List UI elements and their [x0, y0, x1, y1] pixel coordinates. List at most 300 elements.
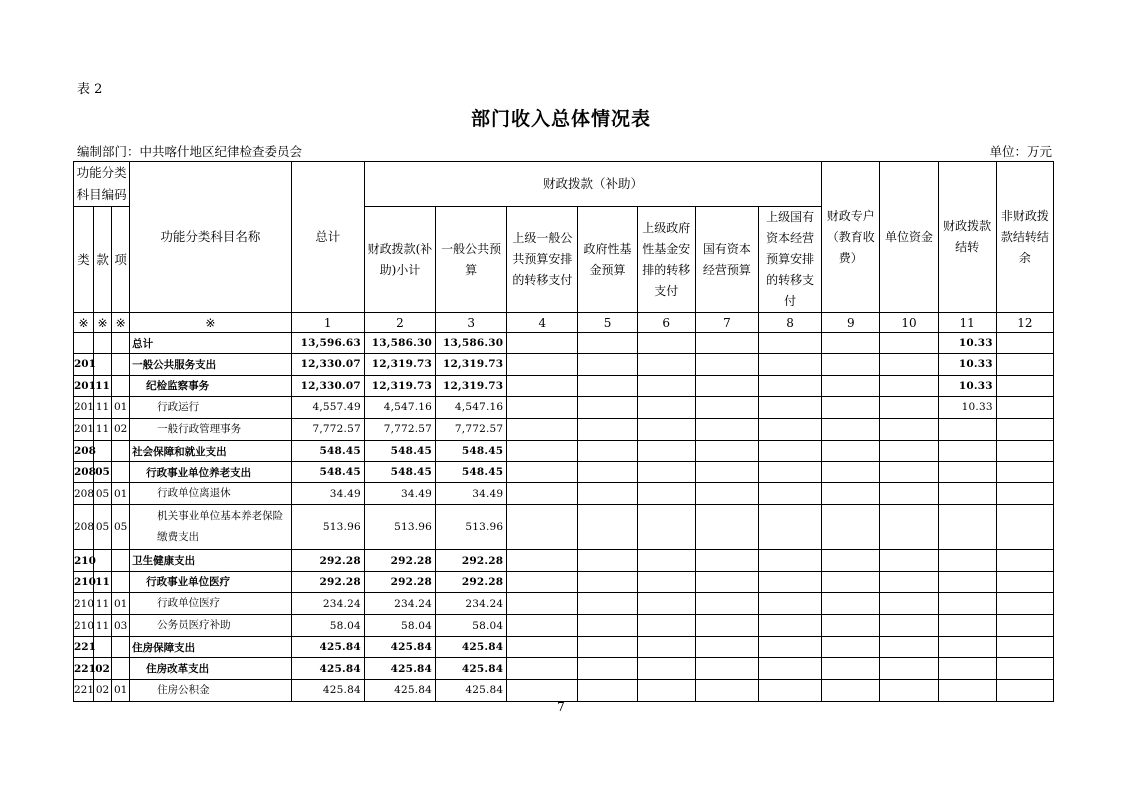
code-kuan-cell: 11 — [94, 418, 112, 440]
code-lei-cell: 208 — [74, 440, 94, 461]
c10-cell — [880, 505, 938, 550]
subject-name-cell: 卫生健康支出 — [130, 550, 291, 571]
c5-cell — [578, 333, 637, 354]
subject-name-cell: 行政事业单位养老支出 — [130, 462, 291, 483]
c10-cell — [880, 440, 938, 461]
c4-cell — [507, 571, 578, 592]
code-kuan-cell: 11 — [94, 396, 112, 418]
fiscal-subtotal-cell: 425.84 — [364, 679, 435, 701]
code-xiang-cell: 05 — [112, 505, 130, 550]
c12-cell — [996, 637, 1053, 658]
column-number-cell: 3 — [436, 313, 507, 333]
c8-cell — [759, 637, 822, 658]
c7-cell — [695, 550, 758, 571]
general-budget-cell: 234.24 — [436, 593, 507, 615]
table-row — [74, 462, 1054, 483]
carryover-cell — [938, 550, 996, 571]
code-xiang-cell: 03 — [112, 615, 130, 637]
header-c12: 非财政拨款结转结余 — [996, 162, 1053, 313]
fiscal-subtotal-cell: 548.45 — [364, 440, 435, 461]
carryover-cell: 10.33 — [938, 396, 996, 418]
subject-name-cell: 住房保障支出 — [130, 637, 291, 658]
code-kuan-cell: 11 — [94, 593, 112, 615]
general-budget-cell: 4,547.16 — [436, 396, 507, 418]
general-budget-cell: 292.28 — [436, 571, 507, 592]
column-number-cell: ※ — [74, 313, 94, 333]
c6-cell — [637, 637, 695, 658]
c4-cell — [507, 333, 578, 354]
total-cell: 13,596.63 — [291, 333, 364, 354]
c12-cell — [996, 593, 1053, 615]
c8-cell — [759, 440, 822, 461]
c6-cell — [637, 418, 695, 440]
c8-cell — [759, 354, 822, 375]
c5-cell — [578, 571, 637, 592]
column-number-cell: 6 — [637, 313, 695, 333]
general-budget-cell: 425.84 — [436, 679, 507, 701]
table-label: 表 2 — [77, 82, 103, 97]
table-row — [74, 615, 1054, 637]
c4-cell — [507, 354, 578, 375]
c9-cell — [822, 637, 880, 658]
total-cell: 234.24 — [291, 593, 364, 615]
subject-name-cell: 总计 — [130, 333, 291, 354]
c12-cell — [996, 483, 1053, 505]
code-lei-cell: 201 — [74, 375, 94, 396]
header-lei: 类 — [74, 207, 94, 313]
c7-cell — [695, 375, 758, 396]
c6-cell — [637, 593, 695, 615]
c5-cell — [578, 375, 637, 396]
subject-name-cell: 住房改革支出 — [130, 658, 291, 679]
c8-cell — [759, 615, 822, 637]
c10-cell — [880, 354, 938, 375]
c9-cell — [822, 615, 880, 637]
c9-cell — [822, 658, 880, 679]
code-lei-cell: 201 — [74, 354, 94, 375]
header-c6: 上级政府性基金安排的转移支付 — [637, 207, 695, 313]
total-cell: 34.49 — [291, 483, 364, 505]
header-c8: 上级国有资本经营预算安排的转移支付 — [759, 207, 822, 313]
carryover-cell: 10.33 — [938, 333, 996, 354]
code-lei-cell: 221 — [74, 679, 94, 701]
c9-cell — [822, 396, 880, 418]
c9-cell — [822, 418, 880, 440]
c10-cell — [880, 550, 938, 571]
c4-cell — [507, 440, 578, 461]
c8-cell — [759, 418, 822, 440]
carryover-cell — [938, 440, 996, 461]
table-row — [74, 333, 1054, 354]
subject-name-cell: 公务员医疗补助 — [130, 615, 291, 637]
c12-cell — [996, 571, 1053, 592]
c10-cell — [880, 593, 938, 615]
total-cell: 548.45 — [291, 462, 364, 483]
c10-cell — [880, 679, 938, 701]
c10-cell — [880, 637, 938, 658]
c9-cell — [822, 505, 880, 550]
carryover-cell — [938, 571, 996, 592]
carryover-cell — [938, 658, 996, 679]
header-xiang: 项 — [112, 207, 130, 313]
c9-cell — [822, 483, 880, 505]
department-label: 编制部门：中共喀什地区纪律检查委员会 — [77, 144, 303, 159]
subject-name-cell: 机关事业单位基本养老保险缴费支出 — [130, 505, 291, 550]
c7-cell — [695, 440, 758, 461]
c6-cell — [637, 396, 695, 418]
column-number-cell: 9 — [822, 313, 880, 333]
c7-cell — [695, 593, 758, 615]
code-lei-cell: 201 — [74, 418, 94, 440]
fiscal-subtotal-cell: 513.96 — [364, 505, 435, 550]
column-number-cell: 8 — [759, 313, 822, 333]
total-cell: 513.96 — [291, 505, 364, 550]
table-row — [74, 593, 1054, 615]
c12-cell — [996, 440, 1053, 461]
c9-cell — [822, 593, 880, 615]
code-kuan-cell — [94, 637, 112, 658]
c12-cell — [996, 615, 1053, 637]
c5-cell — [578, 354, 637, 375]
code-xiang-cell — [112, 354, 130, 375]
table-row — [74, 637, 1054, 658]
c4-cell — [507, 679, 578, 701]
c6-cell — [637, 550, 695, 571]
code-xiang-cell: 01 — [112, 396, 130, 418]
general-budget-cell: 425.84 — [436, 658, 507, 679]
carryover-cell — [938, 593, 996, 615]
c12-cell — [996, 333, 1053, 354]
c8-cell — [759, 550, 822, 571]
c5-cell — [578, 658, 637, 679]
c7-cell — [695, 571, 758, 592]
c10-cell — [880, 333, 938, 354]
column-number-cell: 4 — [507, 313, 578, 333]
fiscal-subtotal-cell: 58.04 — [364, 615, 435, 637]
c9-cell — [822, 679, 880, 701]
code-kuan-cell: 11 — [94, 571, 112, 592]
c5-cell — [578, 550, 637, 571]
total-cell: 425.84 — [291, 637, 364, 658]
c5-cell — [578, 396, 637, 418]
fiscal-subtotal-cell: 34.49 — [364, 483, 435, 505]
code-lei-cell — [74, 333, 94, 354]
code-kuan-cell: 02 — [94, 679, 112, 701]
table-row — [74, 354, 1054, 375]
fiscal-subtotal-cell: 548.45 — [364, 462, 435, 483]
code-kuan-cell: 05 — [94, 483, 112, 505]
table-row — [74, 658, 1054, 679]
c6-cell — [637, 462, 695, 483]
column-number-cell: 1 — [291, 313, 364, 333]
c6-cell — [637, 354, 695, 375]
c8-cell — [759, 333, 822, 354]
c4-cell — [507, 550, 578, 571]
c8-cell — [759, 679, 822, 701]
total-cell: 425.84 — [291, 658, 364, 679]
column-number-cell: 7 — [695, 313, 758, 333]
c4-cell — [507, 593, 578, 615]
c4-cell — [507, 396, 578, 418]
subject-name-cell: 一般公共服务支出 — [130, 354, 291, 375]
carryover-cell: 10.33 — [938, 354, 996, 375]
header-total: 总计 — [291, 162, 364, 313]
c12-cell — [996, 396, 1053, 418]
column-number-cell: 10 — [880, 313, 938, 333]
c12-cell — [996, 505, 1053, 550]
income-summary-table — [73, 161, 1054, 702]
fiscal-subtotal-cell: 292.28 — [364, 550, 435, 571]
code-kuan-cell: 05 — [94, 505, 112, 550]
c6-cell — [637, 375, 695, 396]
c7-cell — [695, 483, 758, 505]
code-lei-cell: 210 — [74, 615, 94, 637]
table-row — [74, 418, 1054, 440]
code-xiang-cell — [112, 462, 130, 483]
code-kuan-cell: 11 — [94, 375, 112, 396]
carryover-cell — [938, 418, 996, 440]
c4-cell — [507, 375, 578, 396]
table-row — [74, 375, 1054, 396]
c9-cell — [822, 571, 880, 592]
code-xiang-cell — [112, 571, 130, 592]
column-number-cell: ※ — [112, 313, 130, 333]
c12-cell — [996, 658, 1053, 679]
general-budget-cell: 548.45 — [436, 462, 507, 483]
carryover-cell — [938, 505, 996, 550]
fiscal-subtotal-cell: 7,772.57 — [364, 418, 435, 440]
c8-cell — [759, 462, 822, 483]
code-lei-cell: 208 — [74, 462, 94, 483]
table-row — [74, 550, 1054, 571]
c10-cell — [880, 418, 938, 440]
code-xiang-cell: 02 — [112, 418, 130, 440]
code-lei-cell: 208 — [74, 483, 94, 505]
code-xiang-cell — [112, 375, 130, 396]
c5-cell — [578, 593, 637, 615]
c9-cell — [822, 462, 880, 483]
general-budget-cell: 12,319.73 — [436, 354, 507, 375]
total-cell: 292.28 — [291, 571, 364, 592]
header-c7: 国有资本经营预算 — [695, 207, 758, 313]
subject-name-cell: 社会保障和就业支出 — [130, 440, 291, 461]
c7-cell — [695, 462, 758, 483]
header-c4: 上级一般公共预算安排的转移支付 — [507, 207, 578, 313]
c9-cell — [822, 440, 880, 461]
total-cell: 292.28 — [291, 550, 364, 571]
general-budget-cell: 7,772.57 — [436, 418, 507, 440]
general-budget-cell: 513.96 — [436, 505, 507, 550]
general-budget-cell: 13,586.30 — [436, 333, 507, 354]
subject-name-cell: 行政单位医疗 — [130, 593, 291, 615]
c4-cell — [507, 615, 578, 637]
table-row — [74, 440, 1054, 461]
c12-cell — [996, 550, 1053, 571]
c6-cell — [637, 505, 695, 550]
table-row — [74, 571, 1054, 592]
header-c11: 财政拨款结转 — [938, 162, 996, 313]
subject-name-cell: 行政事业单位医疗 — [130, 571, 291, 592]
code-xiang-cell — [112, 658, 130, 679]
carryover-cell — [938, 462, 996, 483]
c9-cell — [822, 333, 880, 354]
c7-cell — [695, 396, 758, 418]
column-number-cell: 11 — [938, 313, 996, 333]
code-xiang-cell: 01 — [112, 483, 130, 505]
code-lei-cell: 210 — [74, 550, 94, 571]
column-number-cell: 12 — [996, 313, 1053, 333]
carryover-cell — [938, 679, 996, 701]
code-xiang-cell: 01 — [112, 593, 130, 615]
c12-cell — [996, 679, 1053, 701]
fiscal-subtotal-cell: 13,586.30 — [364, 333, 435, 354]
c6-cell — [637, 658, 695, 679]
total-cell: 548.45 — [291, 440, 364, 461]
c7-cell — [695, 354, 758, 375]
column-number-cell: 5 — [578, 313, 637, 333]
code-lei-cell: 210 — [74, 571, 94, 592]
header-c10: 单位资金 — [880, 162, 938, 313]
code-xiang-cell — [112, 550, 130, 571]
c6-cell — [637, 571, 695, 592]
carryover-cell — [938, 637, 996, 658]
header-fiscal-group: 财政拨款（补助） — [364, 162, 821, 207]
c4-cell — [507, 637, 578, 658]
total-cell: 425.84 — [291, 679, 364, 701]
c6-cell — [637, 483, 695, 505]
c5-cell — [578, 462, 637, 483]
code-lei-cell: 210 — [74, 593, 94, 615]
c8-cell — [759, 396, 822, 418]
fiscal-subtotal-cell: 425.84 — [364, 658, 435, 679]
c7-cell — [695, 658, 758, 679]
page-number: 7 — [557, 700, 565, 714]
table-row — [74, 483, 1054, 505]
code-lei-cell: 221 — [74, 637, 94, 658]
subject-name-cell: 行政单位离退休 — [130, 483, 291, 505]
subject-name-cell: 一般行政管理事务 — [130, 418, 291, 440]
general-budget-cell: 292.28 — [436, 550, 507, 571]
c9-cell — [822, 354, 880, 375]
c8-cell — [759, 483, 822, 505]
header-c5: 政府性基金预算 — [578, 207, 637, 313]
c10-cell — [880, 483, 938, 505]
c10-cell — [880, 615, 938, 637]
c10-cell — [880, 396, 938, 418]
column-number-cell: ※ — [94, 313, 112, 333]
c12-cell — [996, 418, 1053, 440]
c6-cell — [637, 333, 695, 354]
total-cell: 12,330.07 — [291, 354, 364, 375]
c5-cell — [578, 418, 637, 440]
page-title: 部门收入总体情况表 — [470, 108, 651, 130]
header-c3: 一般公共预算 — [436, 207, 507, 313]
c6-cell — [637, 615, 695, 637]
header-c2: 财政拨款(补助)小计 — [364, 207, 435, 313]
c5-cell — [578, 440, 637, 461]
header-c9: 财政专户（教育收费） — [822, 162, 880, 313]
code-kuan-cell: 02 — [94, 658, 112, 679]
fiscal-subtotal-cell: 4,547.16 — [364, 396, 435, 418]
c5-cell — [578, 679, 637, 701]
c12-cell — [996, 375, 1053, 396]
unit-label: 单位：万元 — [989, 144, 1052, 159]
column-number-cell: ※ — [130, 313, 291, 333]
table-row — [74, 505, 1054, 550]
general-budget-cell: 58.04 — [436, 615, 507, 637]
header-name: 功能分类科目名称 — [130, 162, 291, 313]
column-number-row — [74, 313, 1054, 333]
carryover-cell — [938, 483, 996, 505]
code-kuan-cell: 05 — [94, 462, 112, 483]
code-xiang-cell — [112, 333, 130, 354]
code-kuan-cell — [94, 333, 112, 354]
c10-cell — [880, 462, 938, 483]
c7-cell — [695, 679, 758, 701]
code-lei-cell: 201 — [74, 396, 94, 418]
fiscal-subtotal-cell: 12,319.73 — [364, 354, 435, 375]
c12-cell — [996, 354, 1053, 375]
header-code-group: 功能分类科目编码 — [74, 162, 130, 207]
c8-cell — [759, 505, 822, 550]
table-row — [74, 679, 1054, 701]
c7-cell — [695, 333, 758, 354]
c9-cell — [822, 550, 880, 571]
general-budget-cell: 425.84 — [436, 637, 507, 658]
total-cell: 7,772.57 — [291, 418, 364, 440]
fiscal-subtotal-cell: 425.84 — [364, 637, 435, 658]
subject-name-cell: 纪检监察事务 — [130, 375, 291, 396]
code-xiang-cell — [112, 637, 130, 658]
code-kuan-cell — [94, 440, 112, 461]
c4-cell — [507, 418, 578, 440]
c6-cell — [637, 440, 695, 461]
c5-cell — [578, 483, 637, 505]
code-kuan-cell: 11 — [94, 615, 112, 637]
c5-cell — [578, 615, 637, 637]
c4-cell — [507, 483, 578, 505]
c7-cell — [695, 505, 758, 550]
c5-cell — [578, 637, 637, 658]
fiscal-subtotal-cell: 292.28 — [364, 571, 435, 592]
total-cell: 4,557.49 — [291, 396, 364, 418]
code-xiang-cell — [112, 440, 130, 461]
code-lei-cell: 221 — [74, 658, 94, 679]
c12-cell — [996, 462, 1053, 483]
general-budget-cell: 12,319.73 — [436, 375, 507, 396]
c8-cell — [759, 658, 822, 679]
total-cell: 12,330.07 — [291, 375, 364, 396]
general-budget-cell: 548.45 — [436, 440, 507, 461]
column-number-cell: 2 — [364, 313, 435, 333]
c10-cell — [880, 571, 938, 592]
c8-cell — [759, 375, 822, 396]
c8-cell — [759, 571, 822, 592]
c4-cell — [507, 658, 578, 679]
subject-name-cell: 住房公积金 — [130, 679, 291, 701]
c6-cell — [637, 679, 695, 701]
carryover-cell — [938, 615, 996, 637]
total-cell: 58.04 — [291, 615, 364, 637]
code-kuan-cell — [94, 354, 112, 375]
code-kuan-cell — [94, 550, 112, 571]
c9-cell — [822, 375, 880, 396]
code-xiang-cell: 01 — [112, 679, 130, 701]
c10-cell — [880, 658, 938, 679]
table-row — [74, 396, 1054, 418]
c4-cell — [507, 462, 578, 483]
code-lei-cell: 208 — [74, 505, 94, 550]
